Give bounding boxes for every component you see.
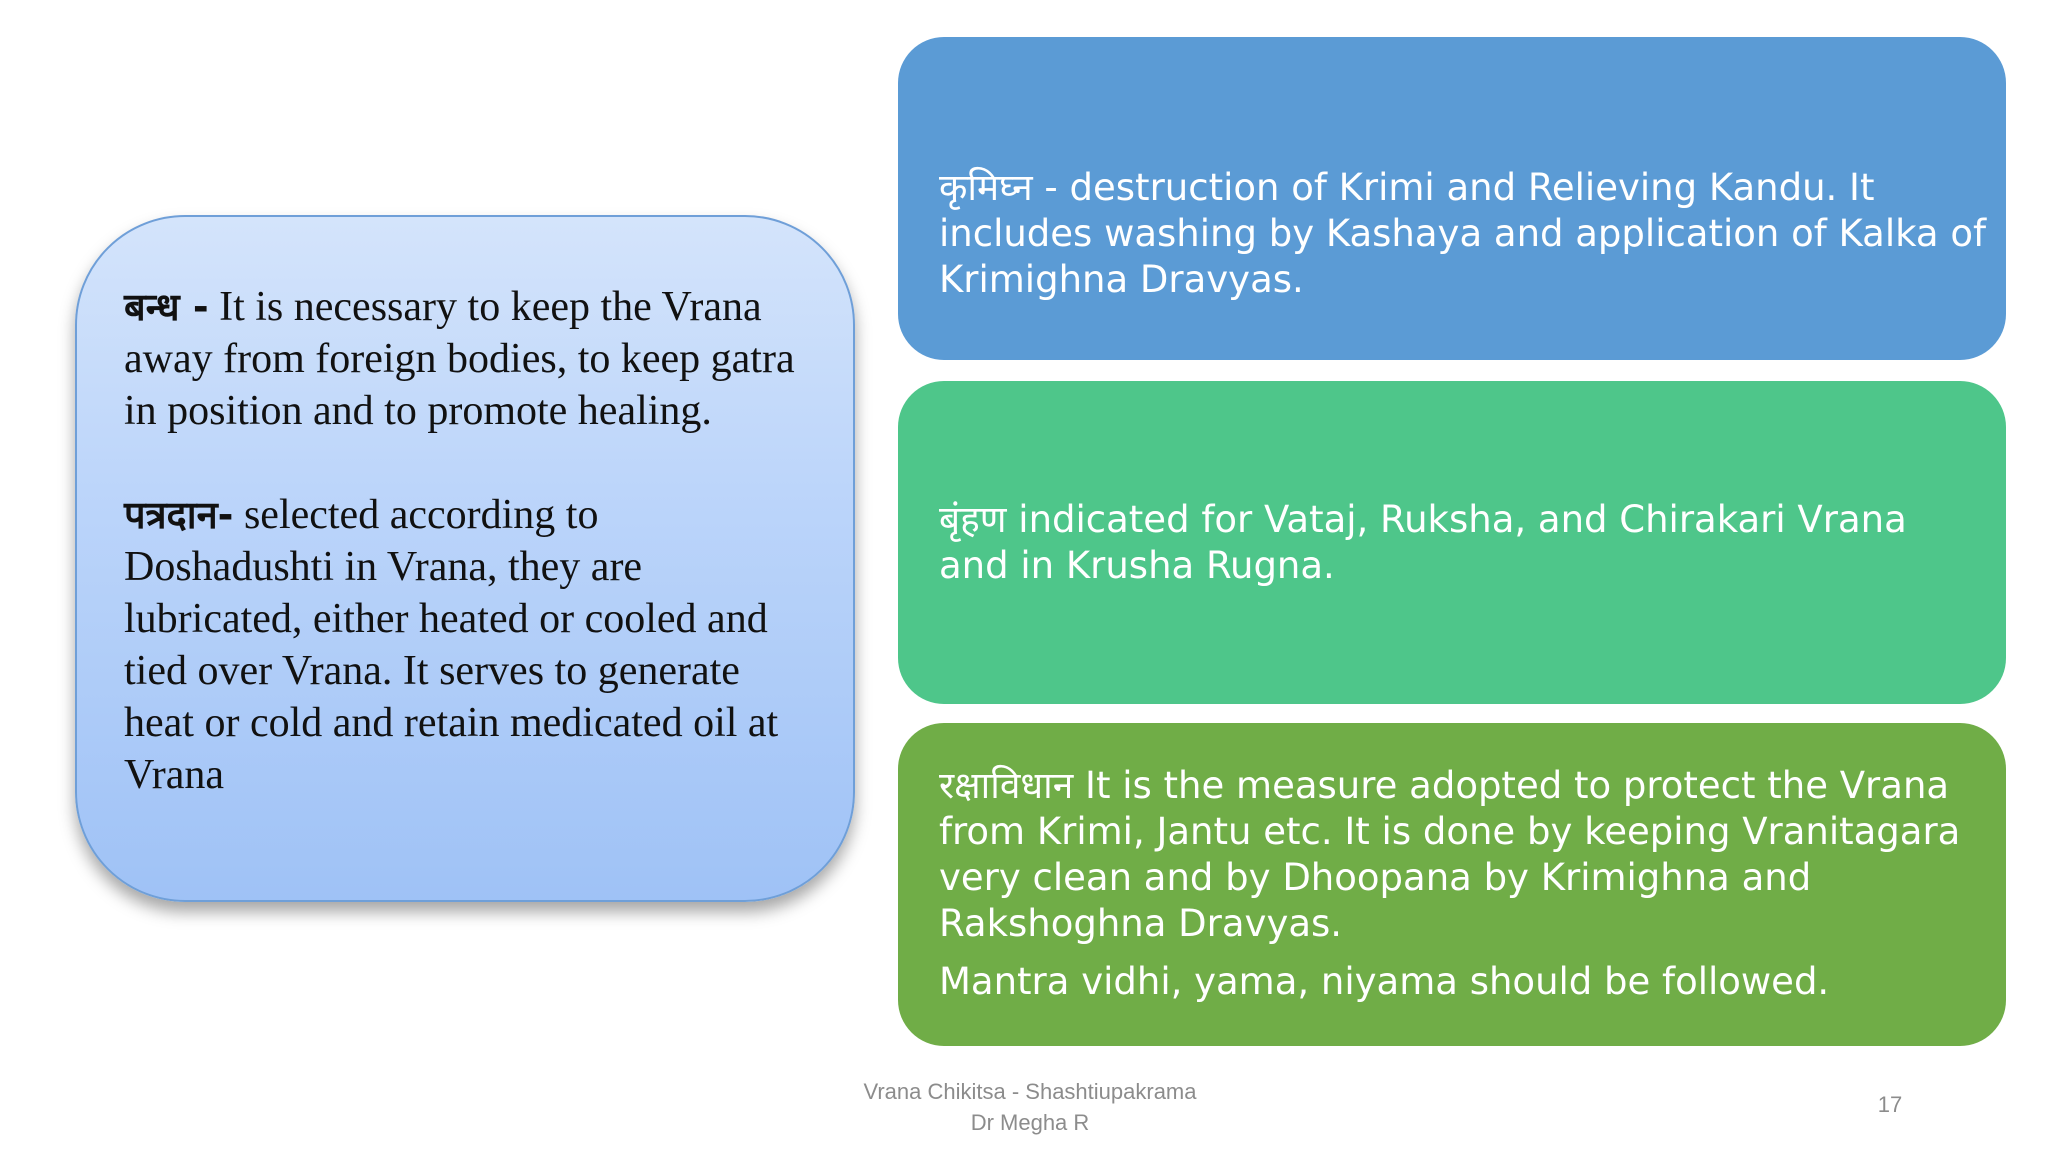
bandha-text: It is necessary to keep the Vrana away from foreign bodies, to keep gatra in position and to promote healing.: [124, 284, 795, 434]
krimighna-box: [898, 37, 2006, 360]
brimhana-box: [898, 381, 2006, 704]
bandha-term: बन्ध -: [124, 285, 209, 329]
brimhana-text: indicated for Vataj, Ruksha, and Chirakari Vrana and in Krusha Rugna.: [939, 497, 1907, 587]
mantra-vidhi-line: Mantra vidhi, yama, niyama should be followed.: [939, 960, 1830, 1003]
patradana-paragraph: [124, 489, 813, 801]
brimhana-paragraph: [939, 497, 1986, 589]
rakshavidhana-box: [898, 723, 2006, 1046]
rakshavidhana-paragraph: [939, 763, 1986, 947]
footer-author: Dr Megha R: [970, 1110, 1090, 1135]
rakshavidhana-term: रक्षाविधान: [939, 764, 1074, 807]
bandha-patradana-box: [75, 215, 855, 902]
rakshavidhana-text: It is the measure adopted to protect the Vrana from Krimi, Jantu etc. It is done by keeping Vranitagara very clean and by Dhoopana by Krimighna and Rakshoghna Dravyas.: [939, 764, 1961, 945]
brimhana-term: बृंहण: [939, 497, 1007, 541]
krimighna-text: - destruction of Krimi and Relieving Kandu. It includes washing by Kashaya and application of Kalka of Krimighna Dravyas.: [939, 166, 1986, 301]
krimighna-term: कृमिघ्न: [939, 166, 1033, 209]
page-number: 17: [1877, 1092, 1903, 1117]
patradana-term: पत्रदान-: [124, 493, 234, 537]
footer-title: Vrana Chikitsa - Shashtiupakrama: [863, 1079, 1197, 1104]
krimighna-paragraph: [939, 165, 1986, 303]
patradana-text: selected according to Doshadushti in Vrana, they are lubricated, either heated or cooled and tied over Vrana. It serves to generate heat or cold and retain medicated oil at Vrana: [124, 492, 779, 798]
footer-text: [820, 1076, 1240, 1138]
bandha-paragraph: [124, 281, 813, 437]
